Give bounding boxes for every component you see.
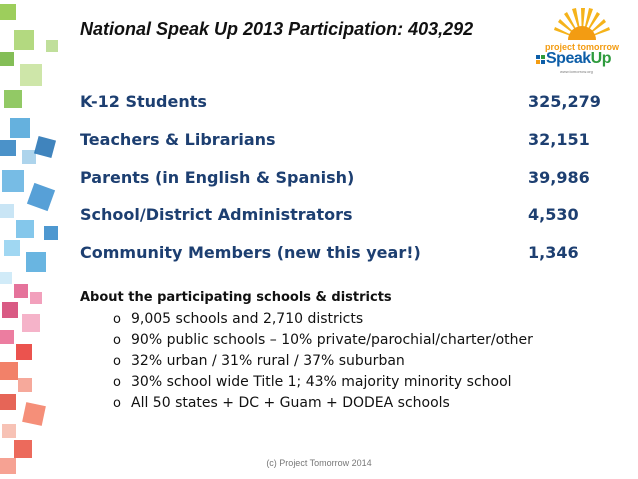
stat-row xyxy=(80,243,600,265)
sunburst-icon xyxy=(550,8,614,42)
stat-value: 39,986 xyxy=(528,168,590,187)
bullet-marker: o xyxy=(113,312,121,327)
bullet-text: All 50 states + DC + Guam + DODEA schools xyxy=(131,395,450,411)
bullet-text: 9,005 schools and 2,710 districts xyxy=(131,311,364,327)
about-bullet-list xyxy=(113,309,533,414)
logo-speakup xyxy=(546,50,611,68)
project-tomorrow-speakup-logo xyxy=(524,6,636,76)
list-item xyxy=(113,351,533,372)
logo-project-tomorrow: project tomorrow xyxy=(544,42,619,52)
stat-row xyxy=(80,130,600,152)
logo-url: www.tomorrow.org xyxy=(560,69,593,74)
stat-label: K-12 Students xyxy=(80,92,207,111)
bullet-text: 90% public schools – 10% private/parochial/charter/other xyxy=(131,332,533,348)
bullet-text: 32% urban / 31% rural / 37% suburban xyxy=(131,353,405,369)
stat-row xyxy=(80,168,600,190)
logo-up: Up xyxy=(590,50,611,67)
stat-row xyxy=(80,205,600,227)
logo-dots-icon xyxy=(536,55,546,65)
about-heading: About the participating schools & districts xyxy=(80,290,392,305)
bullet-marker: o xyxy=(113,333,121,348)
stat-row xyxy=(80,92,600,114)
list-item xyxy=(113,393,533,414)
stat-label: Community Members (new this year!) xyxy=(80,243,421,262)
list-item xyxy=(113,330,533,351)
slide-title: National Speak Up 2013 Participation: 403,292 xyxy=(80,19,474,39)
list-item xyxy=(113,309,533,330)
stat-label: Parents (in English & Spanish) xyxy=(80,168,355,187)
bullet-marker: o xyxy=(113,375,121,390)
list-item xyxy=(113,372,533,393)
stat-value: 325,279 xyxy=(528,92,601,111)
bullet-marker: o xyxy=(113,396,121,411)
stat-label: Teachers & Librarians xyxy=(80,130,276,149)
bullet-marker: o xyxy=(113,354,121,369)
copyright-footer: (c) Project Tomorrow 2014 xyxy=(266,458,372,468)
stat-value: 32,151 xyxy=(528,130,590,149)
logo-speak: Speak xyxy=(546,50,591,67)
bullet-text: 30% school wide Title 1; 43% majority minority school xyxy=(131,374,512,390)
stat-value: 4,530 xyxy=(528,205,579,224)
stat-label: School/District Administrators xyxy=(80,205,353,224)
stat-value: 1,346 xyxy=(528,243,579,262)
decorative-mosaic xyxy=(0,0,90,479)
